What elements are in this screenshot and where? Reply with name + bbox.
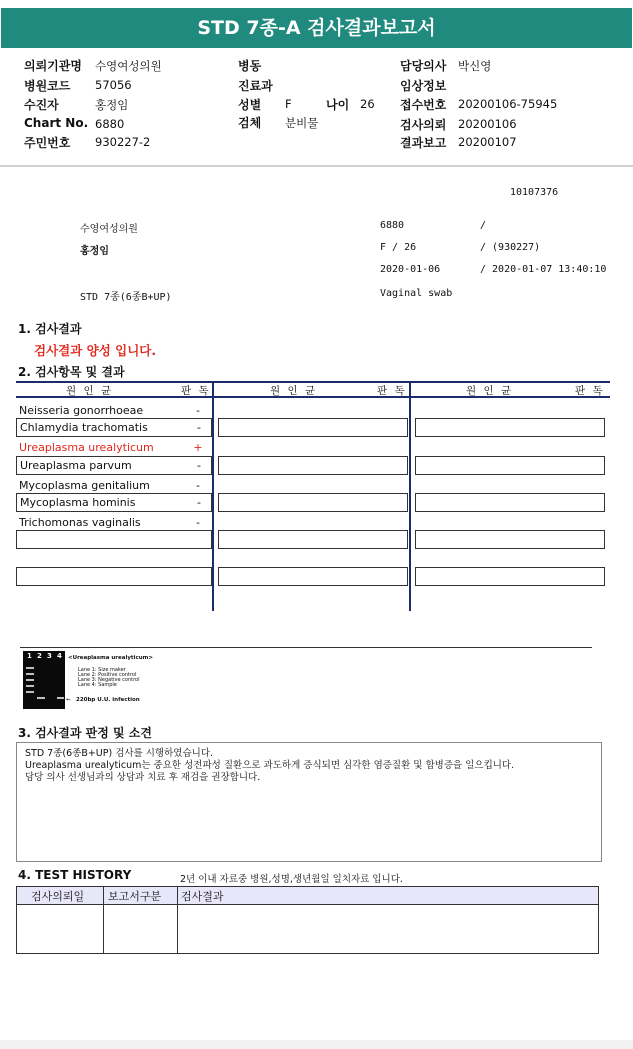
empty-cell: [218, 418, 408, 437]
organism-row: [16, 493, 212, 512]
age-value: 26: [360, 97, 375, 111]
empty-cell: [218, 493, 408, 512]
request-label: 검사의뢰: [400, 118, 447, 132]
gel-band: [26, 679, 34, 681]
lane-label: 2: [37, 652, 42, 660]
opinion-line: Ureaplasma urealyticum는 중요한 성전파성 질환으로 과도하게 증식되면 심각한 염증질환 및 합병증을 일으킵니다.: [25, 760, 515, 771]
summary-date-reported: / 2020-01-07 13:40:10: [480, 264, 607, 275]
gel-legend-item: Lane 3: Negative control: [78, 677, 140, 683]
organism-row-positive: [16, 439, 212, 456]
code-label: 병원코드: [24, 79, 71, 93]
organism-result: -: [197, 459, 201, 472]
summary-sex-age: F / 26: [380, 242, 417, 253]
organism-result: -: [196, 404, 200, 417]
gel-band: [57, 697, 64, 699]
organism-name: Chlamydia trachomatis: [20, 421, 148, 434]
history-col-type: 보고서구분: [108, 890, 162, 903]
organism-name: Ureaplasma parvum: [20, 459, 132, 472]
lane-label: 1: [27, 652, 32, 660]
clinical-label: 임상정보: [400, 79, 447, 93]
organism-name: Trichomonas vaginalis: [19, 516, 141, 529]
result-positive-text: 검사결과 양성 입니다.: [34, 343, 157, 358]
organism-row: [16, 456, 212, 475]
hospital-value: 수영여성의원: [95, 59, 162, 73]
summary-test: STD 7종(6종B+UP): [80, 292, 172, 303]
gel-arrow-icon: ←: [66, 697, 71, 703]
summary-date-received: 2020-01-06: [380, 264, 441, 275]
specimen-value: 분비물: [285, 116, 319, 130]
summary-patient: 홍정임: [80, 246, 109, 257]
ward-label: 병동: [238, 59, 262, 73]
summary-chart: 6880: [380, 220, 405, 231]
opinion-box: [16, 742, 602, 862]
chart-value: 6880: [95, 117, 125, 131]
empty-cell: [415, 530, 605, 549]
empty-cell: [415, 456, 605, 475]
organism-result: -: [197, 496, 201, 509]
history-col-sep: [177, 887, 178, 953]
summary-hospital: 수영여성의원: [80, 224, 138, 235]
ssn-value: 930227-2: [95, 135, 151, 149]
dept-label: 진료과: [238, 79, 273, 93]
empty-cell: [415, 493, 605, 512]
summary-slash: /: [480, 220, 487, 231]
organism-name: Mycoplasma genitalium: [19, 479, 150, 492]
patient-value: 홍정임: [95, 98, 129, 112]
col-judgement-3: 판 독: [575, 385, 605, 397]
col-organism-3: 원 인 균: [466, 385, 514, 397]
gel-title: <Ureaplasma urealyticum>: [68, 655, 153, 661]
grid-col-divider-2: [409, 381, 411, 611]
summary-birth: / (930227): [480, 242, 541, 253]
lane-label: 3: [47, 652, 52, 660]
history-col-sep: [103, 887, 104, 953]
ssn-label: 주민번호: [24, 136, 71, 150]
section1-title: 1. 검사결과: [18, 322, 82, 336]
code-value: 57056: [95, 78, 132, 92]
section3-title: 3. 검사결과 판정 및 소견: [18, 726, 152, 740]
opinion-line: 담당 의사 선생님과의 상담과 치료 후 재검을 권장합니다.: [25, 772, 261, 783]
organism-row: [16, 402, 212, 419]
header-divider: [0, 165, 633, 167]
empty-cell: [415, 418, 605, 437]
gel-band: [26, 673, 34, 675]
gel-legend-item: Lane 1: Size maker: [78, 667, 126, 673]
gel-band-note: 220bp U.U. infection: [76, 697, 140, 703]
organism-row: [16, 477, 212, 494]
organism-row: [16, 418, 212, 437]
sex-label: 성별: [238, 98, 262, 112]
history-col-date: 검사의뢰일: [31, 890, 85, 903]
col-organism-1: 원 인 균: [66, 385, 114, 397]
receipt-value: 20200106-75945: [458, 97, 558, 111]
col-judgement-2: 판 독: [377, 385, 407, 397]
gel-electrophoresis-image: [23, 651, 65, 709]
doctor-value: 박신영: [458, 59, 492, 73]
history-note: 2년 이내 자료중 병원,성명,생년월일 일치자료 입니다.: [180, 874, 403, 885]
doctor-label: 담당의사: [400, 59, 447, 73]
lane-label: 4: [57, 652, 62, 660]
gel-band: [26, 685, 34, 687]
gel-legend-item: Lane 4: Sample: [78, 682, 117, 688]
organism-row: [16, 514, 212, 531]
gel-legend-item: Lane 2: Positive control: [78, 672, 137, 678]
organism-name: Ureaplasma urealyticum: [19, 441, 154, 454]
age-label: 나이: [326, 98, 350, 112]
gel-band: [26, 691, 34, 693]
organism-name: Neisseria gonorrhoeae: [19, 404, 144, 417]
empty-cell: [218, 567, 408, 586]
opinion-line: STD 7종(6종B+UP) 검사를 시행하였습니다.: [25, 748, 214, 759]
gel-band: [37, 697, 45, 699]
summary-specimen: Vaginal swab: [380, 288, 453, 299]
col-judgement-1: 판 독: [181, 385, 211, 397]
report-date-label: 결과보고: [400, 136, 447, 150]
specimen-label: 검체: [238, 116, 262, 130]
empty-cell: [218, 530, 408, 549]
history-col-result: 검사결과: [181, 890, 224, 903]
report-title: STD 7종-A 검사결과보고서: [1, 8, 632, 48]
organism-result: +: [193, 441, 203, 454]
grid-col-divider-1: [212, 381, 214, 611]
empty-cell: [16, 530, 212, 549]
receipt-label: 접수번호: [400, 98, 447, 112]
history-table-header: [17, 887, 598, 905]
summary-id: 10107376: [510, 187, 559, 198]
gel-band: [26, 667, 34, 669]
organism-result: -: [196, 479, 200, 492]
col-organism-2: 원 인 균: [270, 385, 318, 397]
request-value: 20200106: [458, 117, 517, 131]
report-date-value: 20200107: [458, 135, 517, 149]
history-table: [16, 886, 599, 954]
section4-title: 4. TEST HISTORY: [18, 868, 132, 882]
organism-name: Mycoplasma hominis: [20, 496, 136, 509]
chart-label: Chart No.: [24, 116, 89, 130]
organism-result: -: [197, 421, 201, 434]
section2-title: 2. 검사항목 및 결과: [18, 365, 125, 379]
empty-cell: [218, 456, 408, 475]
organism-result: -: [196, 516, 200, 529]
empty-cell: [415, 567, 605, 586]
sex-value: F: [285, 97, 292, 111]
hospital-label: 의뢰기관명: [24, 59, 82, 73]
empty-cell: [16, 567, 212, 586]
patient-label: 수진자: [24, 98, 59, 112]
